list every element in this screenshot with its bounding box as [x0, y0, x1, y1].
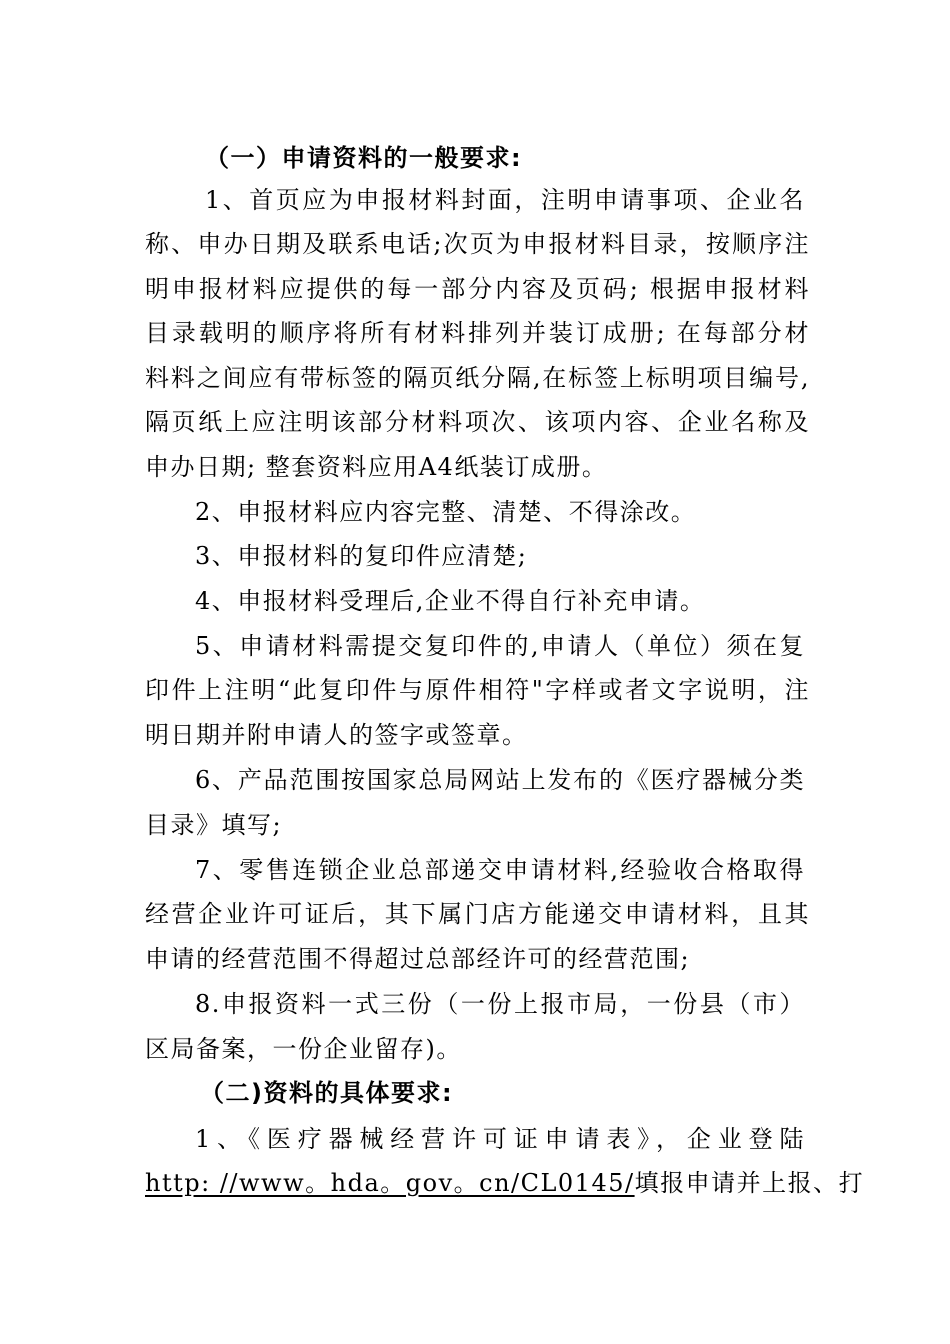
paragraph-line: 申请的经营范围不得超过总部经许可的经营范围; [145, 945, 691, 973]
paragraph-line: 明日期并附申请人的签字或签章。 [145, 721, 528, 749]
section-heading-specific: （二)资料的具体要求: [200, 1079, 454, 1107]
paragraph-line [145, 1168, 865, 1198]
paragraph-line: 称、申办日期及联系电话;次页为申报材料目录，按顺序注 [145, 230, 810, 258]
list-item: 6、产品范围按国家总局网站上发布的《医疗器械分类 [195, 766, 805, 794]
paragraph-line: 料料之间应有带标签的隔页纸分隔,在标签上标明项目编号, [145, 364, 810, 392]
paragraph-line: 1、首页应为申报材料封面，注明申请事项、企业名 [205, 186, 805, 214]
section-heading-general: （一）申请资料的一般要求: [205, 144, 523, 172]
list-item: 5、申请材料需提交复印件的,申请人（单位）须在复 [195, 632, 805, 660]
paragraph-line: 印件上注明“此复印件与原件相符"字样或者文字说明，注 [145, 676, 810, 704]
paragraph-line: 申办日期; 整套资料应用A4纸装订成册。 [145, 453, 608, 481]
list-item: 1、《医疗器械经营许可证申请表》，企业登陆 [195, 1125, 805, 1153]
list-item: 3、申报材料的复印件应清楚; [195, 542, 528, 570]
paragraph-line: 明申报材料应提供的每一部分内容及页码; 根据申报材料 [145, 275, 810, 303]
paragraph-line: 目录》填写; [145, 811, 283, 839]
paragraph-line: 目录载明的顺序将所有材料排列并装订成册; 在每部分材 [145, 319, 810, 347]
list-item: 7、零售连锁企业总部递交申请材料,经验收合格取得 [195, 856, 805, 884]
list-item: 2、申报材料应内容完整、清楚、不得涂改。 [195, 498, 697, 526]
paragraph-line: 区局备案，一份企业留存)。 [145, 1035, 462, 1063]
paragraph-line-rest: 填报申请并上报、打 [634, 1169, 865, 1197]
paragraph-line: 隔页纸上应注明该部分材料项次、该项内容、企业名称及 [145, 408, 810, 436]
paragraph-line: 经营企业许可证后，其下属门店方能递交申请材料，且其 [145, 900, 810, 928]
list-item: 4、申报材料受理后,企业不得自行补充申请。 [195, 587, 706, 615]
list-item: 8.申报资料一式三份（一份上报市局，一份县（市） [195, 990, 805, 1018]
website-link[interactable]: http: //www。hda。gov。cn/CL0145/ [145, 1169, 635, 1197]
